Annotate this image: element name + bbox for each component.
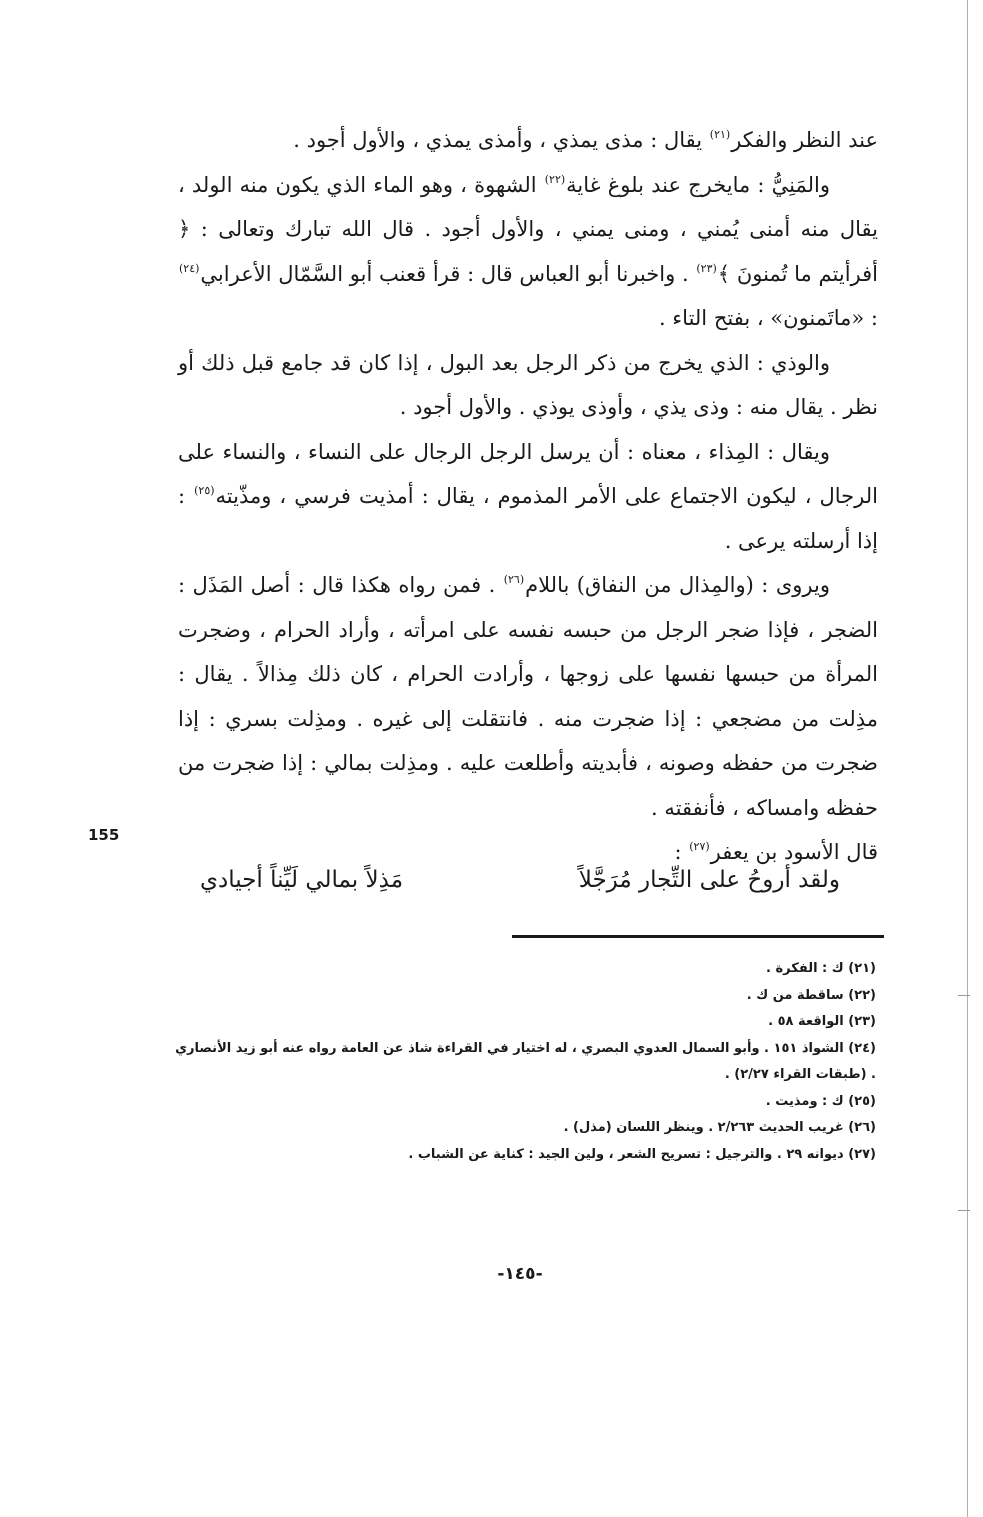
- paragraph: [178, 118, 878, 163]
- text-run: قال الأسود بن يعفر: [710, 840, 878, 864]
- text-run: . فمن رواه هكذا قال : أصل المَذَل : الضجر ، فإذا ضجر الرجل من حبسه نفسه على امرأته ، وأراد الحرام ، وضجرت المرأة من حبسها نفسها على زوجها ، وأرادت الحرام ، كان ذلك مِذالاً . يقال : مذِلت من مضجعي : إذا ضجرت منه . فانتقلت إلى غيره . ومذِلت بسري : إذا ضجرت من حفظه وصونه ، فأبديته وأطلعت عليه . ومذِلت بمالي : إذا ضجرت من حفظه وامساكه ، فأنفقته .: [178, 573, 878, 820]
- page-number: -١٤٥-: [497, 1264, 543, 1284]
- text-run: : «ماتَمنون» ، بفتح التاء .: [658, 306, 878, 330]
- text-run: . واخبرنا أبو العباس قال : قرأ قعنب أبو السَّمّال الأعرابي: [200, 261, 696, 286]
- page-edge-tick: [958, 995, 970, 996]
- paragraph: [178, 341, 878, 430]
- paragraph: [178, 430, 878, 564]
- margin-page-number: 155: [88, 826, 120, 844]
- text-run: والمَنِيُّ : مايخرج عند بلوغ غاية: [566, 172, 831, 197]
- text-run: يقال : مذى يمذي ، وأمذى يمذي ، والأول أجود .: [293, 128, 709, 152]
- text-run: والوذي : الذي يخرج من ذكر الرجل بعد البول ، إذا كان قد جامع قبل ذلك أو نظر . يقال منه : وذى يذي ، وأوذى يوذي . والأول أجود .: [178, 350, 878, 419]
- paragraph: [178, 163, 878, 341]
- text-run: : إذا أرسلته يرعى .: [178, 484, 878, 553]
- footnote-marker: (٢١): [709, 128, 731, 141]
- footnote-item: (٢٧) ديوانه ٢٩ . والترجيل : تسريح الشعر ، ولين الجيد : كناية عن الشباب .: [408, 1146, 876, 1162]
- footnote-item: (٢٦) غريب الحديث ٢/٢٦٣ . وينظر اللسان (مذل) .: [563, 1120, 876, 1135]
- text-run: الشهوة ، وهو الماء الذي يكون منه الولد ، يقال منه أمنى يُمني ، ومنى يمني ، والأول أجود . قال الله تبارك وتعالى : ﴿ أفرأيتم ما تُمنونَ ﴾: [178, 172, 878, 286]
- footnotes: [170, 956, 876, 1168]
- text-run: ويروى : (والمِذال من النفاق) باللام: [525, 573, 830, 597]
- verse-second-hemistich: مَذِلاً بمالي لَيِّناً أجيادي: [200, 867, 404, 893]
- footnote-item: (٢٤) الشواذ ١٥١ . وأبو السمال العدوي البصري ، له اختيار في القراءة شاذ عن العامة رواه عنه أبو زيد الأنصاري . (طبقات القراء ٢/٢٧) .: [175, 1040, 876, 1082]
- footnote-item: (٢٢) ساقطة من ك .: [746, 987, 876, 1003]
- footnote-item: (٢٥) ك : ومذيت .: [765, 1093, 876, 1109]
- page-edge-tick: [958, 1210, 970, 1211]
- text-run: :: [674, 840, 689, 864]
- verse-first-hemistich: ولقد أروحُ على التِّجار مُرَجَّلاً: [578, 867, 840, 893]
- text-run: عند النظر والفكر: [731, 128, 878, 152]
- text-run: ويقال : المِذاء ، معناه : أن يرسل الرجل الرجال على النساء ، والنساء على الرجال ، ليكون الاجتماع على الأمر المذموم ، يقال : أمذيت فرسي ، ومذّيته: [178, 439, 878, 508]
- footnote-marker: (٢٢): [544, 172, 566, 186]
- footnote-item: (٢٣) الواقعة ٥٨ .: [768, 1014, 876, 1029]
- footnote-marker: (٢٧): [689, 840, 710, 853]
- poetry-verse: [200, 858, 840, 902]
- page-edge-line: [967, 0, 968, 1517]
- footnote-separator: [512, 935, 884, 938]
- footnote-marker: (٢٥): [194, 484, 215, 497]
- footnote-marker: (٢٣): [696, 261, 717, 275]
- footnote-marker: (٢٤): [179, 261, 200, 275]
- footnote-marker: (٢٦): [503, 573, 525, 586]
- paragraph: [178, 563, 878, 830]
- footnote-item: (٢١) ك : الفكرة .: [766, 961, 876, 976]
- main-text: [178, 118, 878, 875]
